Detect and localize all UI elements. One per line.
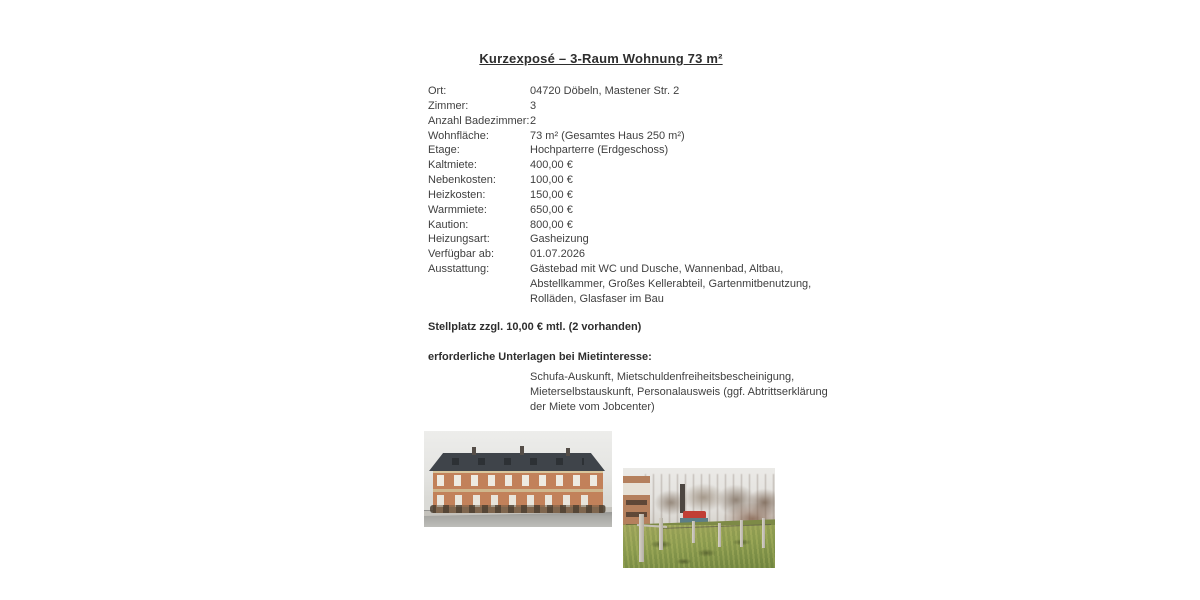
row-value: 400,00 €: [530, 159, 573, 172]
table-row-kaution: [428, 218, 778, 233]
fence-post-graphic: [718, 523, 721, 547]
table-row-ausstattung-cont: [428, 292, 778, 307]
fence-post-graphic: [659, 518, 663, 550]
table-row-zimmer: [428, 99, 778, 114]
row-label: Anzahl Badezimmer:: [428, 114, 530, 127]
property-details-table: [428, 84, 812, 307]
dormers-graphic: [452, 458, 584, 465]
garden-photo: [623, 468, 775, 568]
row-label: Warmmiete:: [428, 203, 487, 216]
table-row-kaltmiete: [428, 158, 778, 173]
row-label: Zimmer:: [428, 99, 469, 112]
fence-post-graphic: [762, 518, 765, 548]
row-label: Heizkosten:: [428, 188, 486, 201]
row-label: Kaltmiete:: [428, 159, 477, 172]
table-row-badezimmer: [428, 114, 778, 129]
row-label: Heizungsart:: [428, 233, 490, 246]
row-value: 04720 Döbeln, Mastener Str. 2: [530, 85, 680, 97]
table-row-etage: [428, 143, 778, 158]
parking-note: Stellplatz zzgl. 10,00 € mtl. (2 vorhanden): [428, 321, 642, 333]
row-value: 73 m² (Gesamtes Haus 250 m²): [530, 129, 685, 142]
row-value: Hochparterre (Erdgeschoss): [530, 144, 669, 157]
row-value: 2: [530, 114, 537, 127]
fence-post-graphic: [692, 521, 695, 543]
row-label: Ort:: [428, 85, 447, 97]
row-label: Wohnfläche:: [428, 129, 489, 142]
facade-trim: [433, 489, 603, 492]
table-row-warmmiete: [428, 203, 778, 218]
shrubs-graphic: [430, 505, 606, 513]
row-label: Nebenkosten:: [428, 174, 496, 187]
row-label: [428, 292, 530, 307]
row-value: 150,00 €: [530, 188, 573, 201]
required-documents-line: Mieterselbstauskunft, Personalausweis (ggf. Abtrittserklärung: [530, 385, 828, 398]
row-label: [428, 277, 530, 292]
table-row-heizkosten: [428, 188, 778, 203]
upper-windows-graphic: [437, 475, 599, 486]
row-value: Rolläden, Glasfaser im Bau: [530, 292, 664, 305]
table-row-heizungsart: [428, 232, 778, 247]
table-row-wohnflaeche: [428, 129, 778, 144]
row-label: Kaution:: [428, 218, 469, 231]
required-documents-list: [530, 370, 828, 415]
row-value: 100,00 €: [530, 174, 573, 187]
row-label: Ausstattung:: [428, 263, 490, 276]
required-documents-heading: erforderliche Unterlagen bei Mietinteresse:: [428, 351, 652, 363]
page-title: Kurzexposé – 3-Raum Wohnung 73 m²: [479, 51, 723, 66]
row-value: 800,00 €: [530, 218, 573, 231]
building-street-photo: [424, 431, 612, 527]
row-value: Gasheizung: [530, 233, 589, 246]
row-value: 3: [530, 99, 537, 112]
row-value: Abstellkammer, Großes Kellerabteil, Gartenmitbenutzung,: [530, 277, 812, 290]
row-label: Verfügbar ab:: [428, 248, 495, 261]
fence-post-graphic: [740, 520, 743, 547]
building-band-graphic: [623, 483, 650, 495]
chimney-graphic: [520, 446, 524, 455]
chimney-graphic: [472, 447, 476, 455]
industrial-chimney-graphic: [680, 484, 685, 513]
row-value: 01.07.2026: [530, 248, 586, 261]
table-row-ausstattung-cont: [428, 277, 812, 292]
lawn-graphic: [623, 525, 775, 568]
required-documents-line: Schufa-Auskunft, Mietschuldenfreiheitsbescheinigung,: [530, 371, 795, 383]
table-row-ort: [428, 84, 778, 99]
row-value: Gästebad mit WC und Dusche, Wannenbad, Altbau,: [530, 263, 784, 276]
table-row-verfuegbar: [428, 247, 778, 262]
row-value: 650,00 €: [530, 203, 573, 216]
required-documents-line: der Miete vom Jobcenter): [530, 400, 655, 413]
table-row-ausstattung: [428, 262, 784, 277]
fence-post-graphic: [639, 514, 644, 562]
chimney-graphic: [566, 448, 570, 456]
row-label: Etage:: [428, 144, 460, 157]
table-row-nebenkosten: [428, 173, 778, 188]
